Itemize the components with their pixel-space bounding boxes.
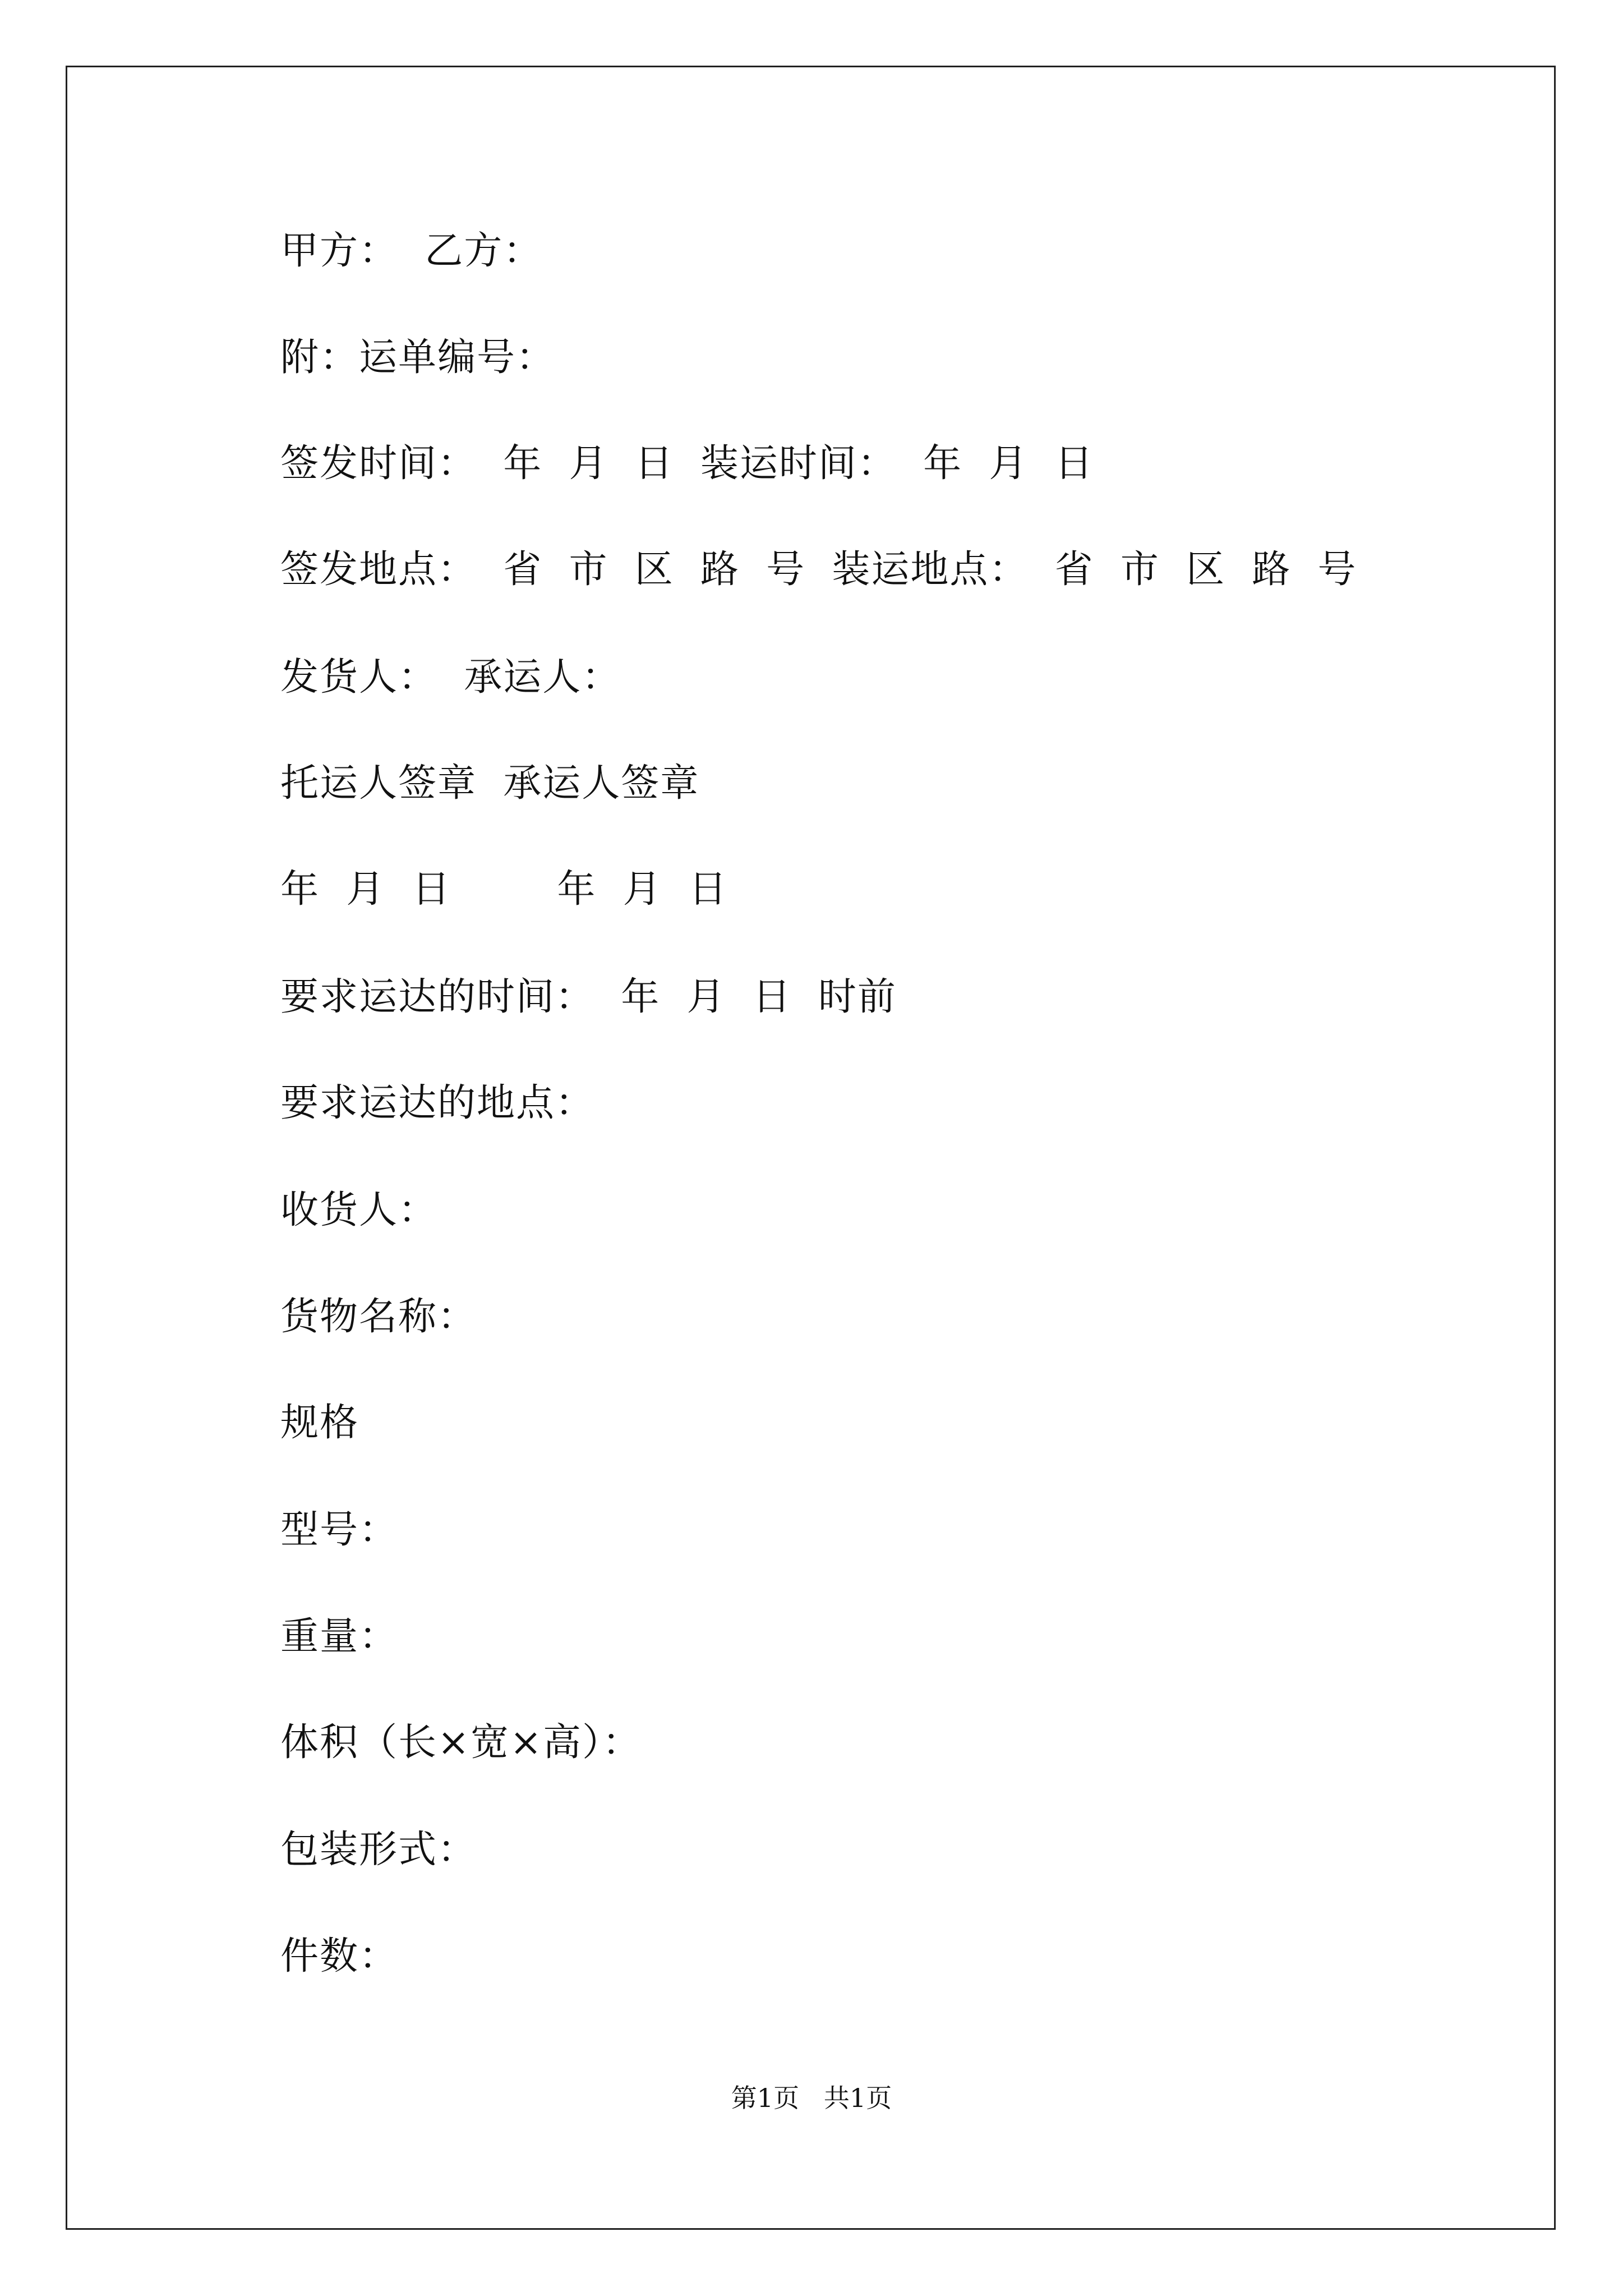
party-line: 甲方： 乙方： (280, 229, 543, 273)
volume-line: 体积（长×宽×高）： (280, 1720, 642, 1765)
waybill-number-line: 附：运单编号： (280, 335, 556, 380)
weight-line: 重量： (280, 1614, 399, 1659)
piece-count-line: 件数： (280, 1934, 399, 1978)
page-border (66, 66, 1556, 2230)
issue-time-line: 签发时间： 年 月 日 装运时间： 年 月 日 (280, 441, 1094, 486)
signature-line: 托运人签章 承运人签章 (280, 761, 700, 806)
shipper-carrier-line: 发货人： 承运人： (280, 655, 621, 700)
page-footer: 第1页 共1页 (731, 2083, 892, 2113)
specification-line: 规格 (280, 1401, 359, 1445)
issue-place-line: 签发地点： 省 市 区 路 号 装运地点： 省 市 区 路 号 (280, 547, 1357, 592)
model-line: 型号： (280, 1508, 399, 1552)
goods-name-line: 货物名称： (280, 1295, 477, 1339)
consignee-line: 收货人： (280, 1188, 438, 1232)
delivery-place-line: 要求运达的地点： (280, 1081, 595, 1125)
signature-date-line: 年 月 日 年 月 日 (280, 867, 728, 912)
packaging-line: 包装形式： (280, 1828, 477, 1872)
delivery-time-line: 要求运达的时间： 年 月 日 时前 (280, 975, 897, 1019)
